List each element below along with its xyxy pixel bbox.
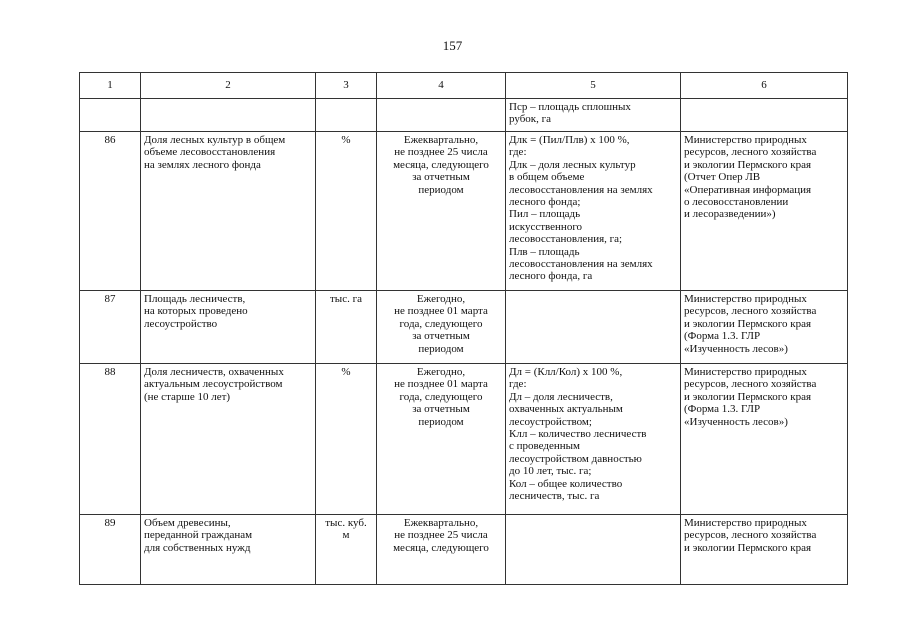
header-row bbox=[80, 73, 848, 99]
header-cell-2: 2 bbox=[141, 73, 316, 99]
reporting-period-line: Ежегодно, bbox=[416, 366, 466, 378]
reporting-period bbox=[377, 291, 506, 364]
data-source bbox=[681, 515, 848, 585]
row-number: 87 bbox=[80, 291, 141, 364]
header-cell-5: 5 bbox=[506, 73, 681, 99]
indicator-name-line: лесоустройство bbox=[144, 317, 218, 330]
reporting-period-line: не позднее 01 марта bbox=[394, 378, 488, 391]
calculation-formula-line: в общем объеме bbox=[509, 171, 585, 184]
indicator-name-line: объеме лесовосстановления bbox=[144, 146, 276, 159]
data-source-line: о лесовосстановлении bbox=[684, 196, 789, 209]
table-row bbox=[80, 291, 848, 364]
calculation-formula-line: Кол – общее количество bbox=[509, 477, 623, 490]
data-source-line: ресурсов, лесного хозяйства bbox=[684, 305, 817, 318]
indicator-name-line: Доля лесничеств, охваченных bbox=[144, 366, 284, 378]
calculation-formula-line: лесовосстановления на землях bbox=[509, 183, 653, 196]
unit-of-measure-line: тыс. куб. bbox=[325, 517, 367, 529]
reporting-period-line: месяца, следующего bbox=[393, 541, 489, 554]
reporting-period-line: года, следующего bbox=[399, 390, 483, 403]
data-source-line: ресурсов, лесного хозяйства bbox=[684, 378, 817, 391]
data-source-line: ресурсов, лесного хозяйства bbox=[684, 146, 817, 159]
header-cell-1: 1 bbox=[80, 73, 141, 99]
calculation-formula-line: лесовосстановления, га; bbox=[509, 233, 623, 246]
calculation-formula-line: искусственного bbox=[509, 220, 583, 233]
reporting-period-line: периодом bbox=[418, 342, 464, 355]
continuation-cell-2 bbox=[141, 99, 316, 132]
continuation-formula bbox=[506, 99, 681, 132]
calculation-formula-line: Длк = (Пил/Плв) х 100 %, bbox=[509, 134, 630, 146]
continuation-formula-line: Пср – площадь сплошных bbox=[509, 101, 631, 113]
row-number: 88 bbox=[80, 364, 141, 515]
data-source-line: ресурсов, лесного хозяйства bbox=[684, 529, 817, 542]
continuation-cell-4 bbox=[377, 99, 506, 132]
calculation-formula-line: лесничеств, тыс. га bbox=[509, 490, 600, 503]
indicator-name bbox=[141, 364, 316, 515]
calculation-formula bbox=[506, 132, 681, 291]
calculation-formula bbox=[506, 515, 681, 585]
data-source-line: и лесоразведении») bbox=[684, 208, 776, 221]
indicator-name-line: (не старше 10 лет) bbox=[144, 390, 231, 403]
data-source bbox=[681, 364, 848, 515]
data-source-line: и экологии Пермского края bbox=[684, 158, 812, 171]
unit-of-measure-line: тыс. га bbox=[330, 293, 362, 305]
unit-of-measure bbox=[316, 364, 377, 515]
data-source-line: Министерство природных bbox=[684, 517, 807, 529]
calculation-formula-line: лесного фонда, га bbox=[509, 270, 593, 283]
data-source-line: «Изученность лесов») bbox=[684, 415, 788, 428]
reporting-period-line: за отчетным bbox=[412, 171, 470, 184]
continuation-cell-6 bbox=[681, 99, 848, 132]
indicator-name-line: Объем древесины, bbox=[144, 517, 231, 529]
reporting-period bbox=[377, 515, 506, 585]
data-source-line: Министерство природных bbox=[684, 134, 807, 146]
calculation-formula-line: Дл = (Клл/Кол) х 100 %, bbox=[509, 366, 623, 378]
table-row bbox=[80, 364, 848, 515]
calculation-formula-line: до 10 лет, тыс. га; bbox=[509, 465, 592, 478]
indicators-table bbox=[79, 72, 848, 585]
row-number: 86 bbox=[80, 132, 141, 291]
calculation-formula-line: Плв – площадь bbox=[509, 245, 580, 258]
data-source-line: и экологии Пермского края bbox=[684, 317, 812, 330]
continuation-cell-1 bbox=[80, 99, 141, 132]
continuation-formula-line: рубок, га bbox=[509, 113, 552, 126]
header-cell-4: 4 bbox=[377, 73, 506, 99]
indicator-name bbox=[141, 132, 316, 291]
data-source-line: Министерство природных bbox=[684, 293, 807, 305]
unit-of-measure-line: % bbox=[341, 366, 351, 378]
indicator-name-line: Площадь лесничеств, bbox=[144, 293, 246, 305]
calculation-formula-line: Пил – площадь bbox=[509, 208, 581, 221]
calculation-formula-line: лесоустройством; bbox=[509, 415, 592, 428]
calculation-formula-line: Длк – доля лесных культур bbox=[509, 158, 636, 171]
reporting-period bbox=[377, 132, 506, 291]
reporting-period-line: за отчетным bbox=[412, 330, 470, 343]
unit-of-measure-line: м bbox=[342, 529, 350, 542]
data-source-line: «Изученность лесов») bbox=[684, 342, 788, 355]
data-source bbox=[681, 291, 848, 364]
data-source-line: (Отчет Опер ЛВ bbox=[684, 171, 761, 184]
calculation-formula-line: Дл – доля лесничеств, bbox=[509, 390, 613, 403]
reporting-period bbox=[377, 364, 506, 515]
calculation-formula-line: лесного фонда; bbox=[509, 196, 581, 209]
table-row bbox=[80, 132, 848, 291]
data-source-line: (Форма 1.3. ГЛР bbox=[684, 330, 761, 343]
reporting-period-line: не позднее 25 числа bbox=[394, 146, 488, 159]
reporting-period-line: за отчетным bbox=[412, 403, 470, 416]
header-cell-6: 6 bbox=[681, 73, 848, 99]
reporting-period-line: Ежеквартально, bbox=[403, 134, 479, 146]
data-source-line: и экологии Пермского края bbox=[684, 541, 812, 554]
reporting-period-line: не позднее 25 числа bbox=[394, 529, 488, 542]
continuation-row bbox=[80, 99, 848, 132]
unit-of-measure bbox=[316, 291, 377, 364]
unit-of-measure-line: % bbox=[341, 134, 351, 146]
indicator-name-line: переданной гражданам bbox=[144, 529, 253, 542]
continuation-cell-3 bbox=[316, 99, 377, 132]
data-source-line: (Форма 1.3. ГЛР bbox=[684, 403, 761, 416]
indicator-name-line: для собственных нужд bbox=[144, 541, 251, 554]
indicator-name bbox=[141, 291, 316, 364]
calculation-formula bbox=[506, 291, 681, 364]
reporting-period-line: месяца, следующего bbox=[393, 158, 489, 171]
indicator-name-line: на землях лесного фонда bbox=[144, 158, 261, 171]
calculation-formula-line: где: bbox=[509, 146, 527, 159]
calculation-formula-line: Клл – количество лесничеств bbox=[509, 428, 647, 441]
data-source-line: и экологии Пермского края bbox=[684, 390, 812, 403]
row-number: 89 bbox=[80, 515, 141, 585]
data-source-line: «Оперативная информация bbox=[684, 183, 812, 196]
header-cell-3: 3 bbox=[316, 73, 377, 99]
data-source bbox=[681, 132, 848, 291]
unit-of-measure bbox=[316, 515, 377, 585]
calculation-formula-line: где: bbox=[509, 378, 527, 391]
indicator-name-line: актуальным лесоустройством bbox=[144, 378, 283, 391]
unit-of-measure bbox=[316, 132, 377, 291]
indicator-name bbox=[141, 515, 316, 585]
reporting-period-line: года, следующего bbox=[399, 317, 483, 330]
calculation-formula bbox=[506, 364, 681, 515]
indicator-name-line: на которых проведено bbox=[144, 305, 248, 318]
table-row bbox=[80, 515, 848, 585]
reporting-period-line: Ежеквартально, bbox=[403, 517, 479, 529]
reporting-period-line: периодом bbox=[418, 415, 464, 428]
reporting-period-line: периодом bbox=[418, 183, 464, 196]
reporting-period-line: не позднее 01 марта bbox=[394, 305, 488, 318]
indicator-name-line: Доля лесных культур в общем bbox=[144, 134, 286, 146]
calculation-formula-line: охваченных актуальным bbox=[509, 403, 623, 416]
page-number: 157 bbox=[442, 38, 463, 53]
reporting-period-line: Ежегодно, bbox=[416, 293, 466, 305]
calculation-formula-line: лесоустройством давностью bbox=[509, 452, 642, 465]
calculation-formula-line: лесовосстановления на землях bbox=[509, 258, 653, 271]
data-source-line: Министерство природных bbox=[684, 366, 807, 378]
calculation-formula-line: с проведенным bbox=[509, 440, 580, 453]
